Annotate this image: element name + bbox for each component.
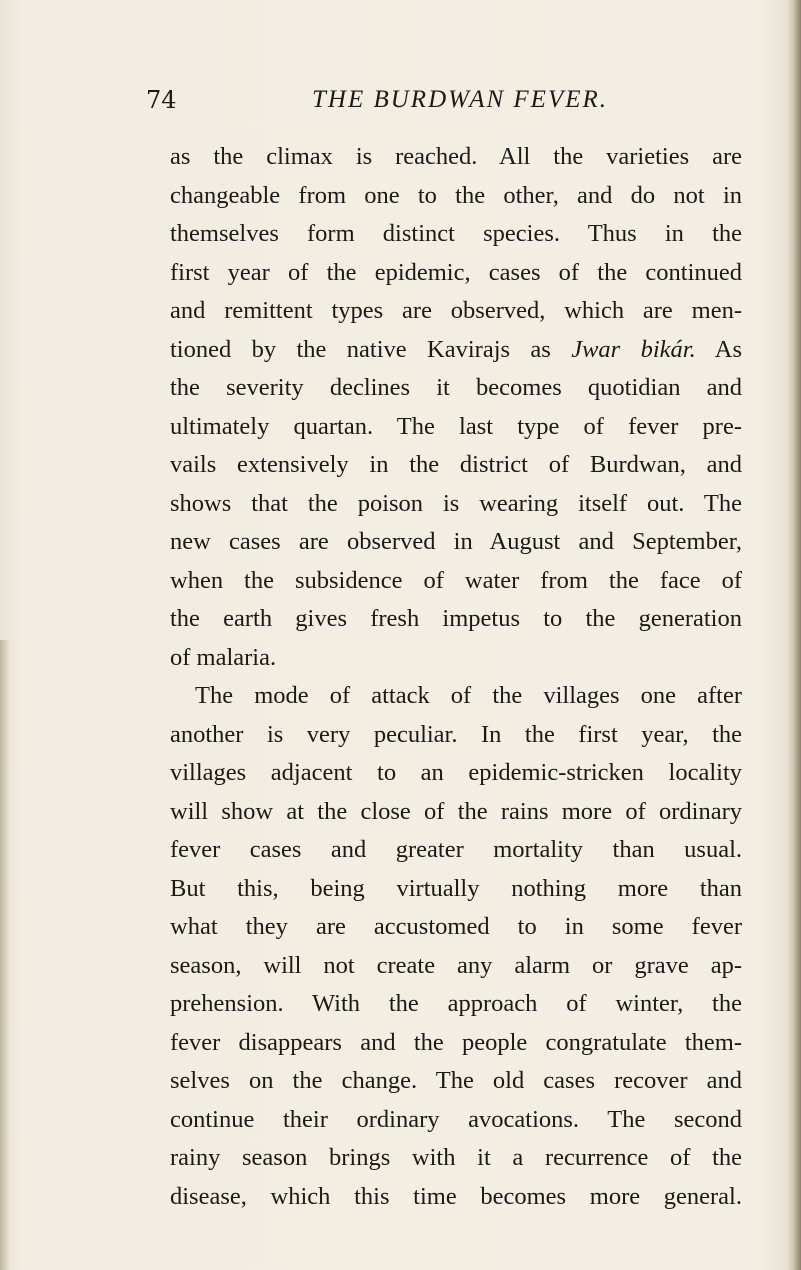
text-line: continue their ordinary avocations. The second (170, 1105, 742, 1133)
running-title: THE BURDWAN FEVER. (312, 86, 609, 113)
text-line: shows that the poison is wearing itself out. The (170, 489, 742, 517)
text-segment: As (695, 335, 742, 363)
page-right-edge (787, 0, 801, 1270)
text-line: themselves form distinct species. Thus in the (170, 220, 742, 247)
text-line: villages adjacent to an epidemic-stricken locality (170, 759, 742, 786)
text-line: what they are accustomed to in some fever (170, 913, 742, 940)
text-line: the earth gives fresh impetus to the generation (170, 605, 742, 632)
text-line: and remittent types are observed, which are men- (170, 297, 742, 324)
text-line: vails extensively in the district of Burdwan, and (170, 451, 742, 478)
text-line: rainy season brings with it a recurrence of the (170, 1144, 742, 1171)
page-header (146, 86, 746, 122)
text-line: another is very peculiar. In the first year, the (170, 720, 742, 748)
text-line: will show at the close of the rains more of ordinary (170, 797, 742, 825)
text-line: when the subsidence of water from the face of (170, 566, 742, 594)
text-line: first year of the epidemic, cases of the continued (170, 258, 742, 286)
text-line: as the climax is reached. All the varieties are (170, 143, 742, 170)
body-text (170, 138, 742, 1216)
text-segment: tioned by the native Kavirajs as (170, 335, 572, 363)
text-line: But this, being virtually nothing more than (170, 874, 742, 902)
paragraph-start-line: The mode of attack of the villages one after (195, 682, 742, 709)
italic-term: Jwar bikár. (571, 335, 696, 363)
text-line: of malaria. (170, 643, 277, 671)
page-left-shadow (0, 640, 10, 1270)
text-line: the severity declines it becomes quotidian and (170, 374, 742, 401)
text-line: prehension. With the approach of winter, the (170, 990, 742, 1017)
text-line: selves on the change. The old cases recover and (170, 1067, 742, 1094)
text-line: changeable from one to the other, and do not in (170, 181, 742, 209)
text-line: fever cases and greater mortality than usual. (170, 836, 742, 863)
text-line: fever disappears and the people congratulate them- (170, 1028, 742, 1056)
text-line: new cases are observed in August and September, (170, 528, 742, 555)
page-number: 74 (146, 86, 177, 114)
text-line: disease, which this time becomes more general. (170, 1182, 742, 1210)
text-line: ultimately quartan. The last type of fever pre- (170, 412, 742, 440)
text-line: season, will not create any alarm or grave ap- (170, 951, 742, 979)
text-line (170, 331, 742, 370)
